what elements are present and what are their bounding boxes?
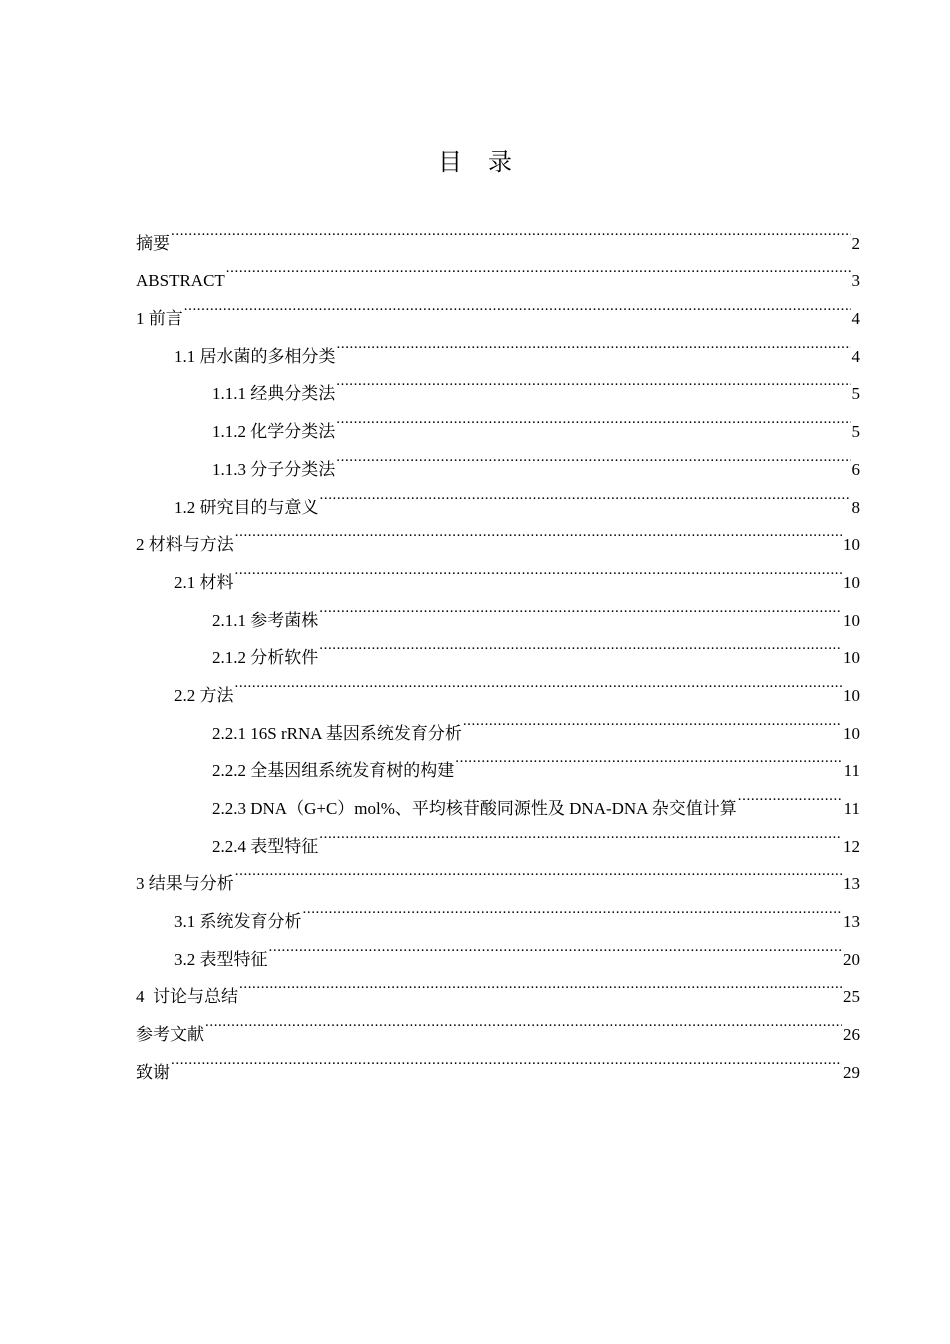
- toc-entry-2[interactable]: [136, 513, 860, 555]
- toc-page-number: 5: [851, 384, 860, 404]
- toc-page-number: 11: [843, 799, 860, 818]
- toc-entry-1[interactable]: [136, 286, 860, 329]
- toc-page-number: 11: [843, 761, 860, 781]
- toc-page-number: 12: [843, 836, 860, 856]
- dot-leader: [455, 739, 842, 777]
- dot-leader: [235, 663, 843, 701]
- dot-leader: [738, 776, 843, 814]
- toc-entry-2-2[interactable]: [136, 663, 860, 705]
- toc-entry-text: 参考文献: [136, 1025, 204, 1045]
- toc-entry-text: 1.1.3 分子分类法: [212, 459, 336, 479]
- toc-entry-text: 3.2 表型特征: [174, 949, 268, 969]
- toc-page-number: 4: [851, 346, 860, 366]
- toc-entry-abstract-cn[interactable]: [136, 211, 860, 253]
- dot-leader: [319, 626, 842, 664]
- toc-entry-text: 2.2.1 16S rRNA 基因系统发育分析: [212, 723, 462, 743]
- table-of-contents: [136, 211, 860, 1082]
- toc-entry-text: 2.2.3 DNA（G+C）mol%、平均核苷酸同源性及 DNA-DNA 杂交值计算: [212, 799, 737, 818]
- toc-entry-text: 3 结果与分析: [136, 874, 234, 894]
- dot-leader: [235, 513, 842, 551]
- toc-entry-text: 2.1.1 参考菌株: [212, 610, 319, 630]
- toc-page-number: 13: [843, 874, 860, 894]
- toc-entry-3-1[interactable]: [136, 889, 860, 932]
- toc-page-number: 25: [843, 987, 860, 1007]
- toc-page-number: 10: [843, 648, 860, 668]
- toc-entry-text: 2.2 方法: [174, 685, 234, 705]
- toc-entry-2-2-1[interactable]: [136, 701, 860, 743]
- dot-leader: [320, 475, 851, 513]
- toc-page-number: 4: [851, 309, 860, 329]
- toc-entry-text: 4 讨论与总结: [136, 987, 238, 1007]
- dot-leader: [171, 211, 851, 249]
- toc-entry-text: 1.1 居水菌的多相分类: [174, 346, 336, 366]
- toc-page-number: 8: [851, 497, 860, 517]
- dot-leader: [205, 1002, 842, 1040]
- toc-page-number: 20: [843, 949, 860, 969]
- toc-entry-text: 1.1.1 经典分类法: [212, 384, 336, 404]
- toc-entry-text: 1.1.2 化学分类法: [212, 422, 336, 442]
- dot-leader: [336, 437, 850, 475]
- dot-leader: [235, 852, 842, 890]
- toc-entry-text: 3.1 系统发育分析: [174, 912, 302, 932]
- toc-entry-2-1[interactable]: [136, 550, 860, 592]
- toc-entry-4[interactable]: [136, 965, 860, 1007]
- dot-leader: [319, 814, 842, 852]
- toc-page-number: 10: [843, 610, 860, 630]
- dot-leader: [184, 286, 851, 324]
- toc-page-number: 6: [851, 459, 860, 479]
- toc-page-number: 3: [851, 271, 860, 291]
- toc-entry-references[interactable]: [136, 1002, 860, 1045]
- toc-entry-text: 1.2 研究目的与意义: [174, 497, 319, 517]
- toc-page-number: 13: [843, 912, 860, 932]
- dot-leader: [337, 324, 851, 362]
- toc-page-number: 26: [843, 1025, 860, 1045]
- toc-page-number: 5: [851, 422, 860, 442]
- toc-page-number: 10: [843, 572, 860, 592]
- toc-entry-text: 2.1.2 分析软件: [212, 648, 319, 668]
- toc-entry-abstract-en[interactable]: [136, 249, 860, 291]
- toc-page-number: 10: [843, 535, 860, 555]
- dot-leader: [336, 399, 850, 437]
- toc-page-number: 2: [851, 233, 860, 253]
- toc-entry-text: 2.2.2 全基因组系统发育树的构建: [212, 761, 455, 781]
- dot-leader: [235, 550, 843, 588]
- dot-leader: [336, 362, 850, 400]
- toc-page-number: 29: [843, 1062, 860, 1082]
- toc-entry-2-1-1[interactable]: [136, 588, 860, 630]
- toc-entry-text: 致谢: [136, 1062, 170, 1082]
- dot-leader: [269, 927, 843, 965]
- toc-entry-acknowledgements[interactable]: [136, 1040, 860, 1082]
- toc-entry-text: 2.2.4 表型特征: [212, 836, 319, 856]
- toc-entry-text: 1 前言: [136, 309, 183, 329]
- dot-leader: [463, 701, 842, 739]
- dot-leader: [226, 249, 851, 287]
- toc-title: 目录: [438, 150, 538, 176]
- dot-leader: [319, 588, 842, 626]
- toc-page-number: 10: [843, 723, 860, 743]
- dot-leader: [171, 1040, 842, 1078]
- toc-entry-3[interactable]: [136, 852, 860, 894]
- toc-entry-1-1[interactable]: [136, 324, 860, 366]
- toc-entry-text: 2 材料与方法: [136, 535, 234, 555]
- toc-page-number: 10: [843, 685, 860, 705]
- toc-entry-text: 2.1 材料: [174, 572, 234, 592]
- dot-leader: [303, 889, 843, 927]
- toc-entry-text: 摘要: [136, 233, 170, 253]
- dot-leader: [239, 965, 842, 1003]
- toc-entry-text: ABSTRACT: [136, 271, 225, 291]
